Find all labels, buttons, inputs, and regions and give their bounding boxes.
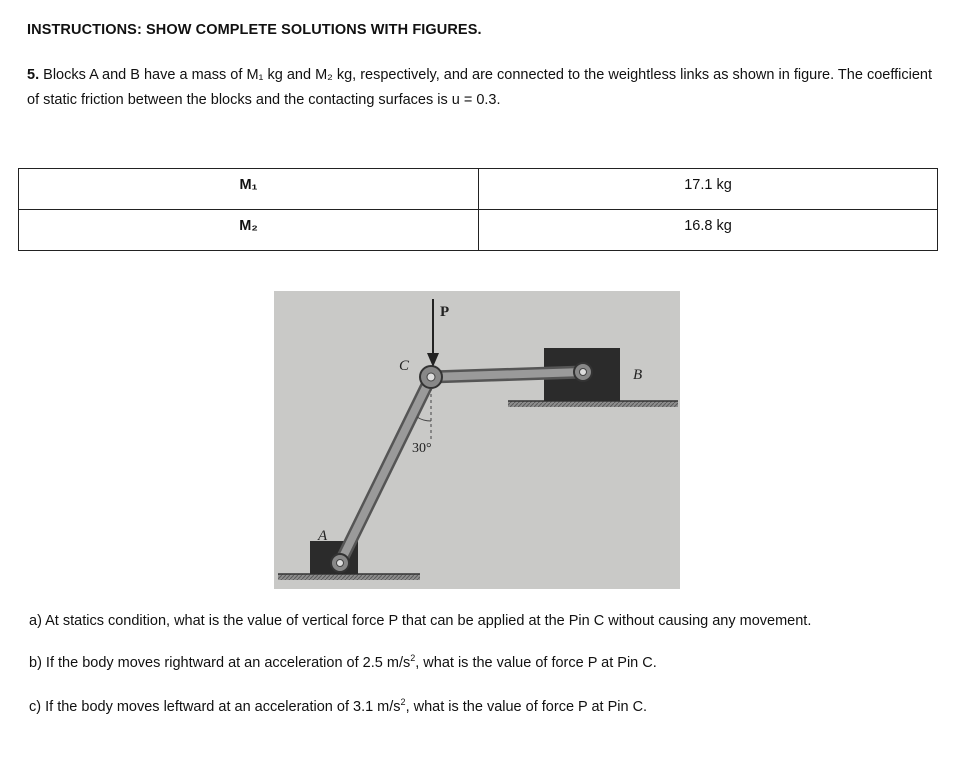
question-c-text: c) If the body moves leftward at an acceleration of 3.1 m/s [29,699,401,715]
problem-statement [27,63,932,113]
question-b-tail: , what is the value of force P at Pin C. [415,655,657,671]
question-b-exponent: 2 [410,653,416,664]
mass-value-m1: 17.1 kg [479,169,938,210]
mechanism-figure [274,291,680,589]
label-p: P [440,304,450,320]
question-c-tail: , what is the value of force P at Pin C. [405,699,648,715]
question-a: a) At statics condition, what is the value of vertical force P that can be applied at the Pin C without causing any movement. [29,613,812,629]
question-b-text: b) If the body moves rightward at an acceleration of 2.5 m/s [29,655,411,671]
problem-text: Blocks A and B have a mass of M₁ kg and M₂ kg, respectively, and are connected to the weightless links as shown in figure. The coefficient of static friction between the blocks and the contacting surfaces is u = 0.3. [27,67,932,108]
instructions-heading: INSTRUCTIONS: SHOW COMPLETE SOLUTIONS WITH FIGURES. [27,22,482,38]
question-c-exponent: 2 [400,697,406,708]
question-b [29,655,657,671]
label-c: C [399,358,410,374]
label-b: B [633,367,643,383]
surface-a [278,574,420,580]
angle-label: 30° [412,441,432,456]
mass-table [18,168,938,251]
problem-number: 5. [27,67,40,83]
table-row [19,210,938,251]
label-a: A [318,528,328,544]
mass-label-m1: M₁ [19,169,479,210]
mass-value-m2: 16.8 kg [479,210,938,251]
surface-b [508,401,678,407]
question-c [29,699,647,715]
mass-label-m2: M₂ [19,210,479,251]
table-row [19,169,938,210]
